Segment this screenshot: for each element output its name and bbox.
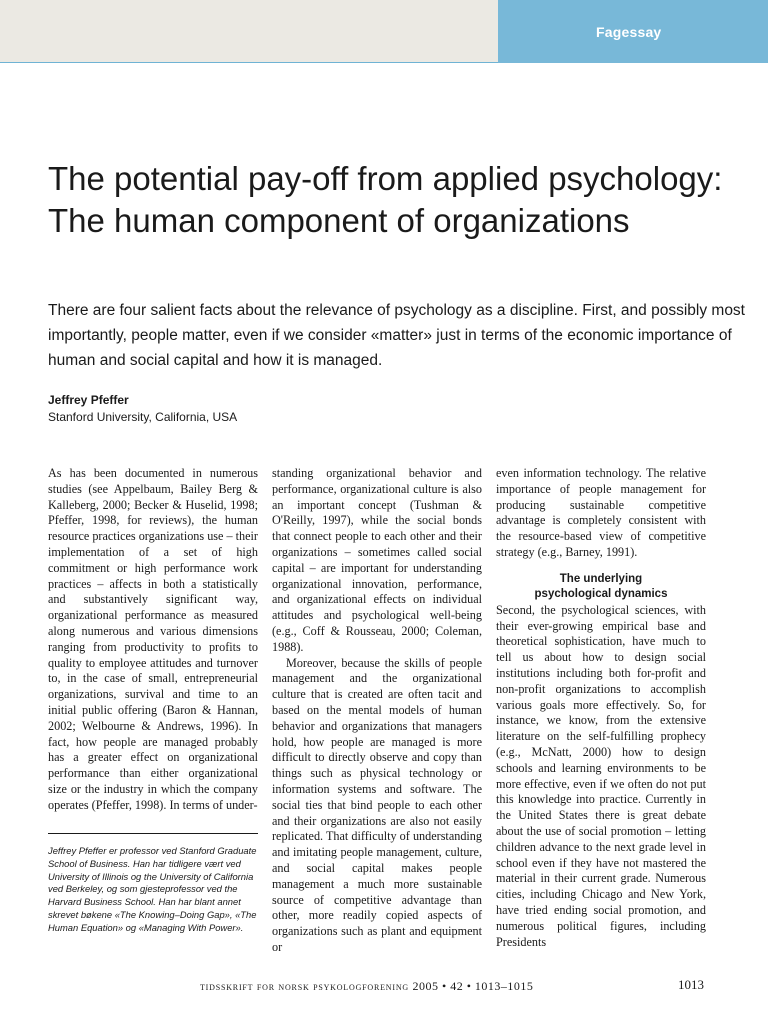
bio-divider [48,833,258,834]
section-subheading [496,572,706,602]
body-paragraph: even information technology. The relative importance of people management for producing sustainable competitive advantage is completely consistent with the resource-based view of competitive strategy (e.g., Barney, 1991). [496,466,706,559]
author-name: Jeffrey Pfeffer [48,393,129,407]
lead-paragraph: There are four salient facts about the relevance of psychology as a discipline. First, and possibly most importantly, people matter, even if we consider «matter» just in terms of the economic importance of human and social capital and how it is managed. [48,302,745,369]
article-title: The potential pay-off from applied psychology: The human component of organizations [48,160,723,239]
header-strip [0,0,498,63]
body-column-3 [496,466,706,950]
subheading-line: psychological dynamics [534,587,668,600]
page-number: 1013 [678,977,704,992]
body-paragraph: standing organizational behavior and performance, organizational culture is also an important concept (Tushman & O'Reilly, 1997), while the social bonds that connect people to each other and their organizations – sometimes called social capital – are important for understanding organizational innovation, performance, and organizational effects on individual attitudes and psychological well-being (e.g., Coff & Rousseau, 2000; Coleman, 1988). [272,466,482,654]
citation: 2005 • 42 • 1013–1015 [412,979,534,993]
page-footer [200,979,533,994]
journal-name: tidsskrift for norsk psykologforening [200,981,409,993]
section-label: Fagessay [596,24,662,40]
body-paragraph: Second, the psychological sciences, with their ever-growing empirical base and theoretical sophistication, have much to tell us about how to design social institutions including both for-profit and non-profit organizations to accomplish various goals more effectively. So, for instance, we know, from the extensive literature on the self-fulfilling prophecy (e.g., McNatt, 2000) how to design schools and learning environments to be more effective, even if we often do not put this knowledge into practice. Currently in the United States there is great debate about the use of social promotion – letting children advance to the next grade level in school even if they have not mastered the material in their current grade. Numerous cities, including Chicago and New York, have tried ending social promotion, and numerous political figures, including Presidents [496,602,706,949]
body-column-2 [272,466,482,956]
author-affiliation: Stanford University, California, USA [48,410,238,424]
body-paragraph: As has been documented in numerous studies (see Appelbaum, Bailey Berg & Kalleberg, 2000; Becker & Huselid, 1998; Pfeffer, 1998, for reviews), the human resource practices organizations use – their implementation of a set of high commitment or high performance work practices – affects in both a statistically and substantively significant way, organizational performance as measured along numerous and various dimensions ranging from productivity to profits to quality to employee attitudes and turnover to, in the case of small, entrepreneurial organizations, survival and time to an initial public offering (Baron & Hannan, 2002; Welbourne & Andrews, 1996). In fact, how people are managed probably has a greater effect on organizational performance than either organizational size or the industry in which the company operates (Pfeffer, 1998). In terms of under- [48,466,258,812]
body-column-1 [48,466,258,814]
subheading-line: The underlying [559,572,643,585]
body-paragraph: Moreover, because the skills of people management and the organizational culture that is created are often tacit and based on the mental models of human behavior and organizations that managers hold, how people are managed is more difficult to directly observe and copy than things such as physical technology or information systems and software. The social ties that bind people to each other and their organizations are also not easily replicated. That difficulty of understanding and imitating people management, culture, and social capital makes people management a much more sustainable source of competitive advantage than other, more readily copied aspects of organizations such as plant and equipment or [272,655,482,954]
author-bio: Jeffrey Pfeffer er professor ved Stanford Graduate School of Business. Han har tidligere vært ved University of Illinois og the University of California ved Berkeley, og som gjesteprofessor ved the Harvard Business School. Han har blant annet skrevet bøkene «The Knowing–Doing Gap», «The Human Equation» og «Managing With Power». [48,845,257,933]
